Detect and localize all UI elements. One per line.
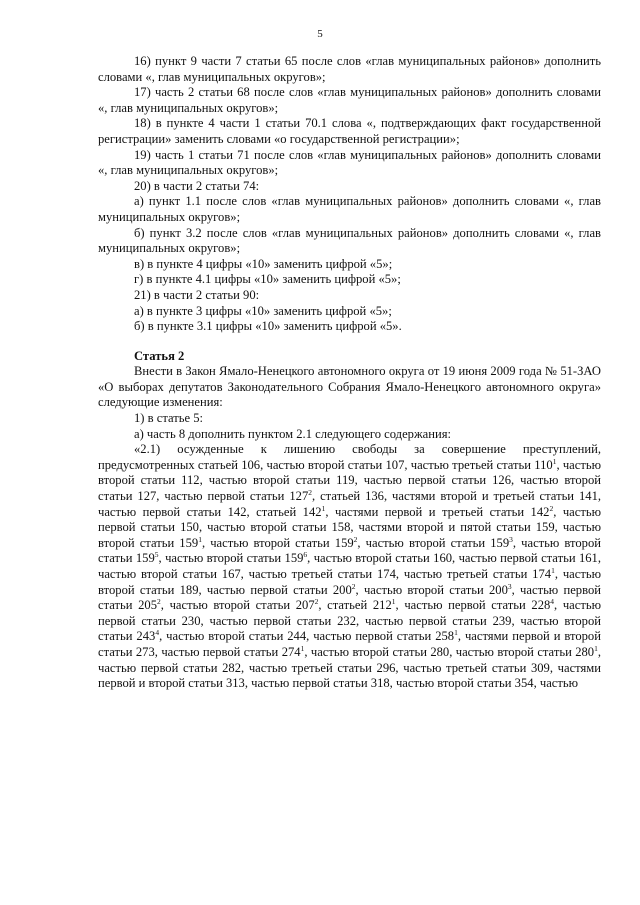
amendment-paragraph	[98, 442, 601, 692]
paragraph-text: , частью второй статьи 112, частью второй статьи 119, частью первой статьи 126, частью второй статьи 127, частью первой статьи 127	[98, 457, 601, 504]
superscript: 1	[454, 628, 458, 638]
article-heading: Статья 2	[134, 348, 185, 363]
paragraph-text: , частью второй статьи 207	[160, 598, 315, 613]
paragraph-text: , частью второй статьи 160, частью первой статьи 161, частью второй статьи 167, частью третьей статьи 174, частью третьей статьи 174	[98, 551, 601, 581]
superscript: 2	[308, 488, 312, 498]
list-item: а) часть 8 дополнить пунктом 2.1 следующего содержания:	[134, 426, 452, 441]
article-intro: Внести в Закон Ямало-Ненецкого автономного округа от 19 июня 2009 года № 51-ЗАО «О выборах депутатов Законодательного Собрания Ямало-Ненецкого автономного округа» следующие изменения:	[98, 364, 601, 410]
list-item: а) в пункте 3 цифры «10» заменить цифрой «5»;	[134, 303, 392, 318]
list-item: б) в пункте 3.1 цифры «10» заменить цифрой «5».	[134, 319, 402, 334]
paragraph-text: , частями первой и третьей статьи 142	[325, 504, 550, 519]
paragraph-text: , частью первой статьи 150, частью второй статьи 158, частями второй и пятой статьи 159, частью второй статьи 159	[98, 504, 601, 550]
paragraph-text: , частью первой статьи 230, частью первой статьи 232, частью первой статьи 239, частью второй статьи 243	[98, 598, 601, 644]
paragraph-text: «2.1) осужденные к лишению свободы за совершение преступлений, предусмотренных статьей 106, частью второй статьи 107, частью третьей статьи 110	[98, 442, 601, 472]
list-item: 16) пункт 9 части 7 статьи 65 после слов «глав муниципальных районов» дополнить словами «, глав муниципальных округов»;	[98, 54, 601, 84]
superscript: 2	[314, 597, 319, 607]
superscript: 4	[550, 597, 555, 607]
superscript: 2	[549, 503, 554, 513]
paragraph-text: , частью второй статьи 159	[357, 535, 510, 550]
superscript: 1	[300, 643, 305, 653]
document-body	[98, 54, 601, 692]
paragraph-text: , частью второй статьи 189, частью первой статьи 200	[98, 567, 601, 597]
paragraph-text: , частями первой и второй статьи 273, частью первой статьи 274	[98, 629, 601, 659]
page-number: 5	[317, 28, 323, 40]
list-item: 20) в части 2 статьи 74:	[134, 178, 260, 193]
superscript: 1	[198, 534, 202, 544]
superscript: 2	[353, 534, 358, 544]
superscript: 5	[154, 550, 159, 560]
list-item: 19) часть 1 статьи 71 после слов «глав муниципальных районов» дополнить словами «, глав муниципальных округов»;	[98, 147, 601, 178]
superscript: 2	[351, 581, 356, 591]
paragraph-text: , частью первой статьи 282, частью третьей статьи 296, частью третьей статьи 309, частями первой и второй статьи 313, частью первой статьи 318, частью второй статьи 354, частью	[98, 644, 602, 691]
superscript: 6	[303, 550, 308, 560]
paragraph-text: , статьей 136, частями второй и третьей статьи 141, частью первой статьи 142, статьей 142	[98, 489, 602, 519]
paragraph-text: , частью второй статьи 159	[201, 535, 354, 550]
paragraph-text: , частью второй статьи 159	[98, 535, 602, 566]
list-item: б) пункт 3.2 после слов «глав муниципальных районов» дополнить словами «, глав муниципальных округов»;	[98, 225, 601, 256]
superscript: 1	[552, 456, 557, 466]
list-item: а) пункт 1.1 после слов «глав муниципальных районов» дополнить словами «, глав муниципальных округов»;	[98, 194, 601, 224]
paragraph-text: , частью второй статьи 280, частью второй статьи 280	[304, 644, 595, 659]
list-item: 21) в части 2 статьи 90:	[134, 287, 260, 302]
list-item: г) в пункте 4.1 цифры «10» заменить цифрой «5»;	[134, 272, 401, 287]
superscript: 4	[155, 628, 160, 638]
superscript: 1	[551, 566, 555, 575]
paragraph-text: , частью первой статьи 205	[98, 582, 602, 613]
list-item: 1) в статье 5:	[134, 411, 204, 426]
paragraph-text: , частью первой статьи 228	[395, 598, 551, 613]
paragraph-text: , статьей 212	[318, 598, 392, 613]
paragraph-text: , частью второй статьи 200	[355, 582, 508, 597]
superscript: 1	[321, 503, 326, 513]
superscript: 1	[594, 643, 598, 653]
list-item: 18) в пункте 4 части 1 статьи 70.1 слова «, подтверждающих факт государственной регистрации» заменить словами «о государственной регистрации»;	[98, 116, 601, 146]
paragraph-text: , частью второй статьи 244, частью первой статьи 258	[159, 629, 455, 644]
list-item: в) в пункте 4 цифры «10» заменить цифрой «5»;	[134, 256, 393, 271]
superscript: 1	[391, 597, 396, 607]
paragraph-text: , частью второй статьи 159	[158, 551, 304, 566]
superscript: 3	[507, 581, 512, 591]
superscript: 3	[509, 534, 513, 544]
list-item: 17) часть 2 статьи 68 после слов «глав муниципальных районов» дополнить словами «, глав муниципальных округов»;	[98, 85, 601, 115]
superscript: 2	[157, 597, 161, 607]
